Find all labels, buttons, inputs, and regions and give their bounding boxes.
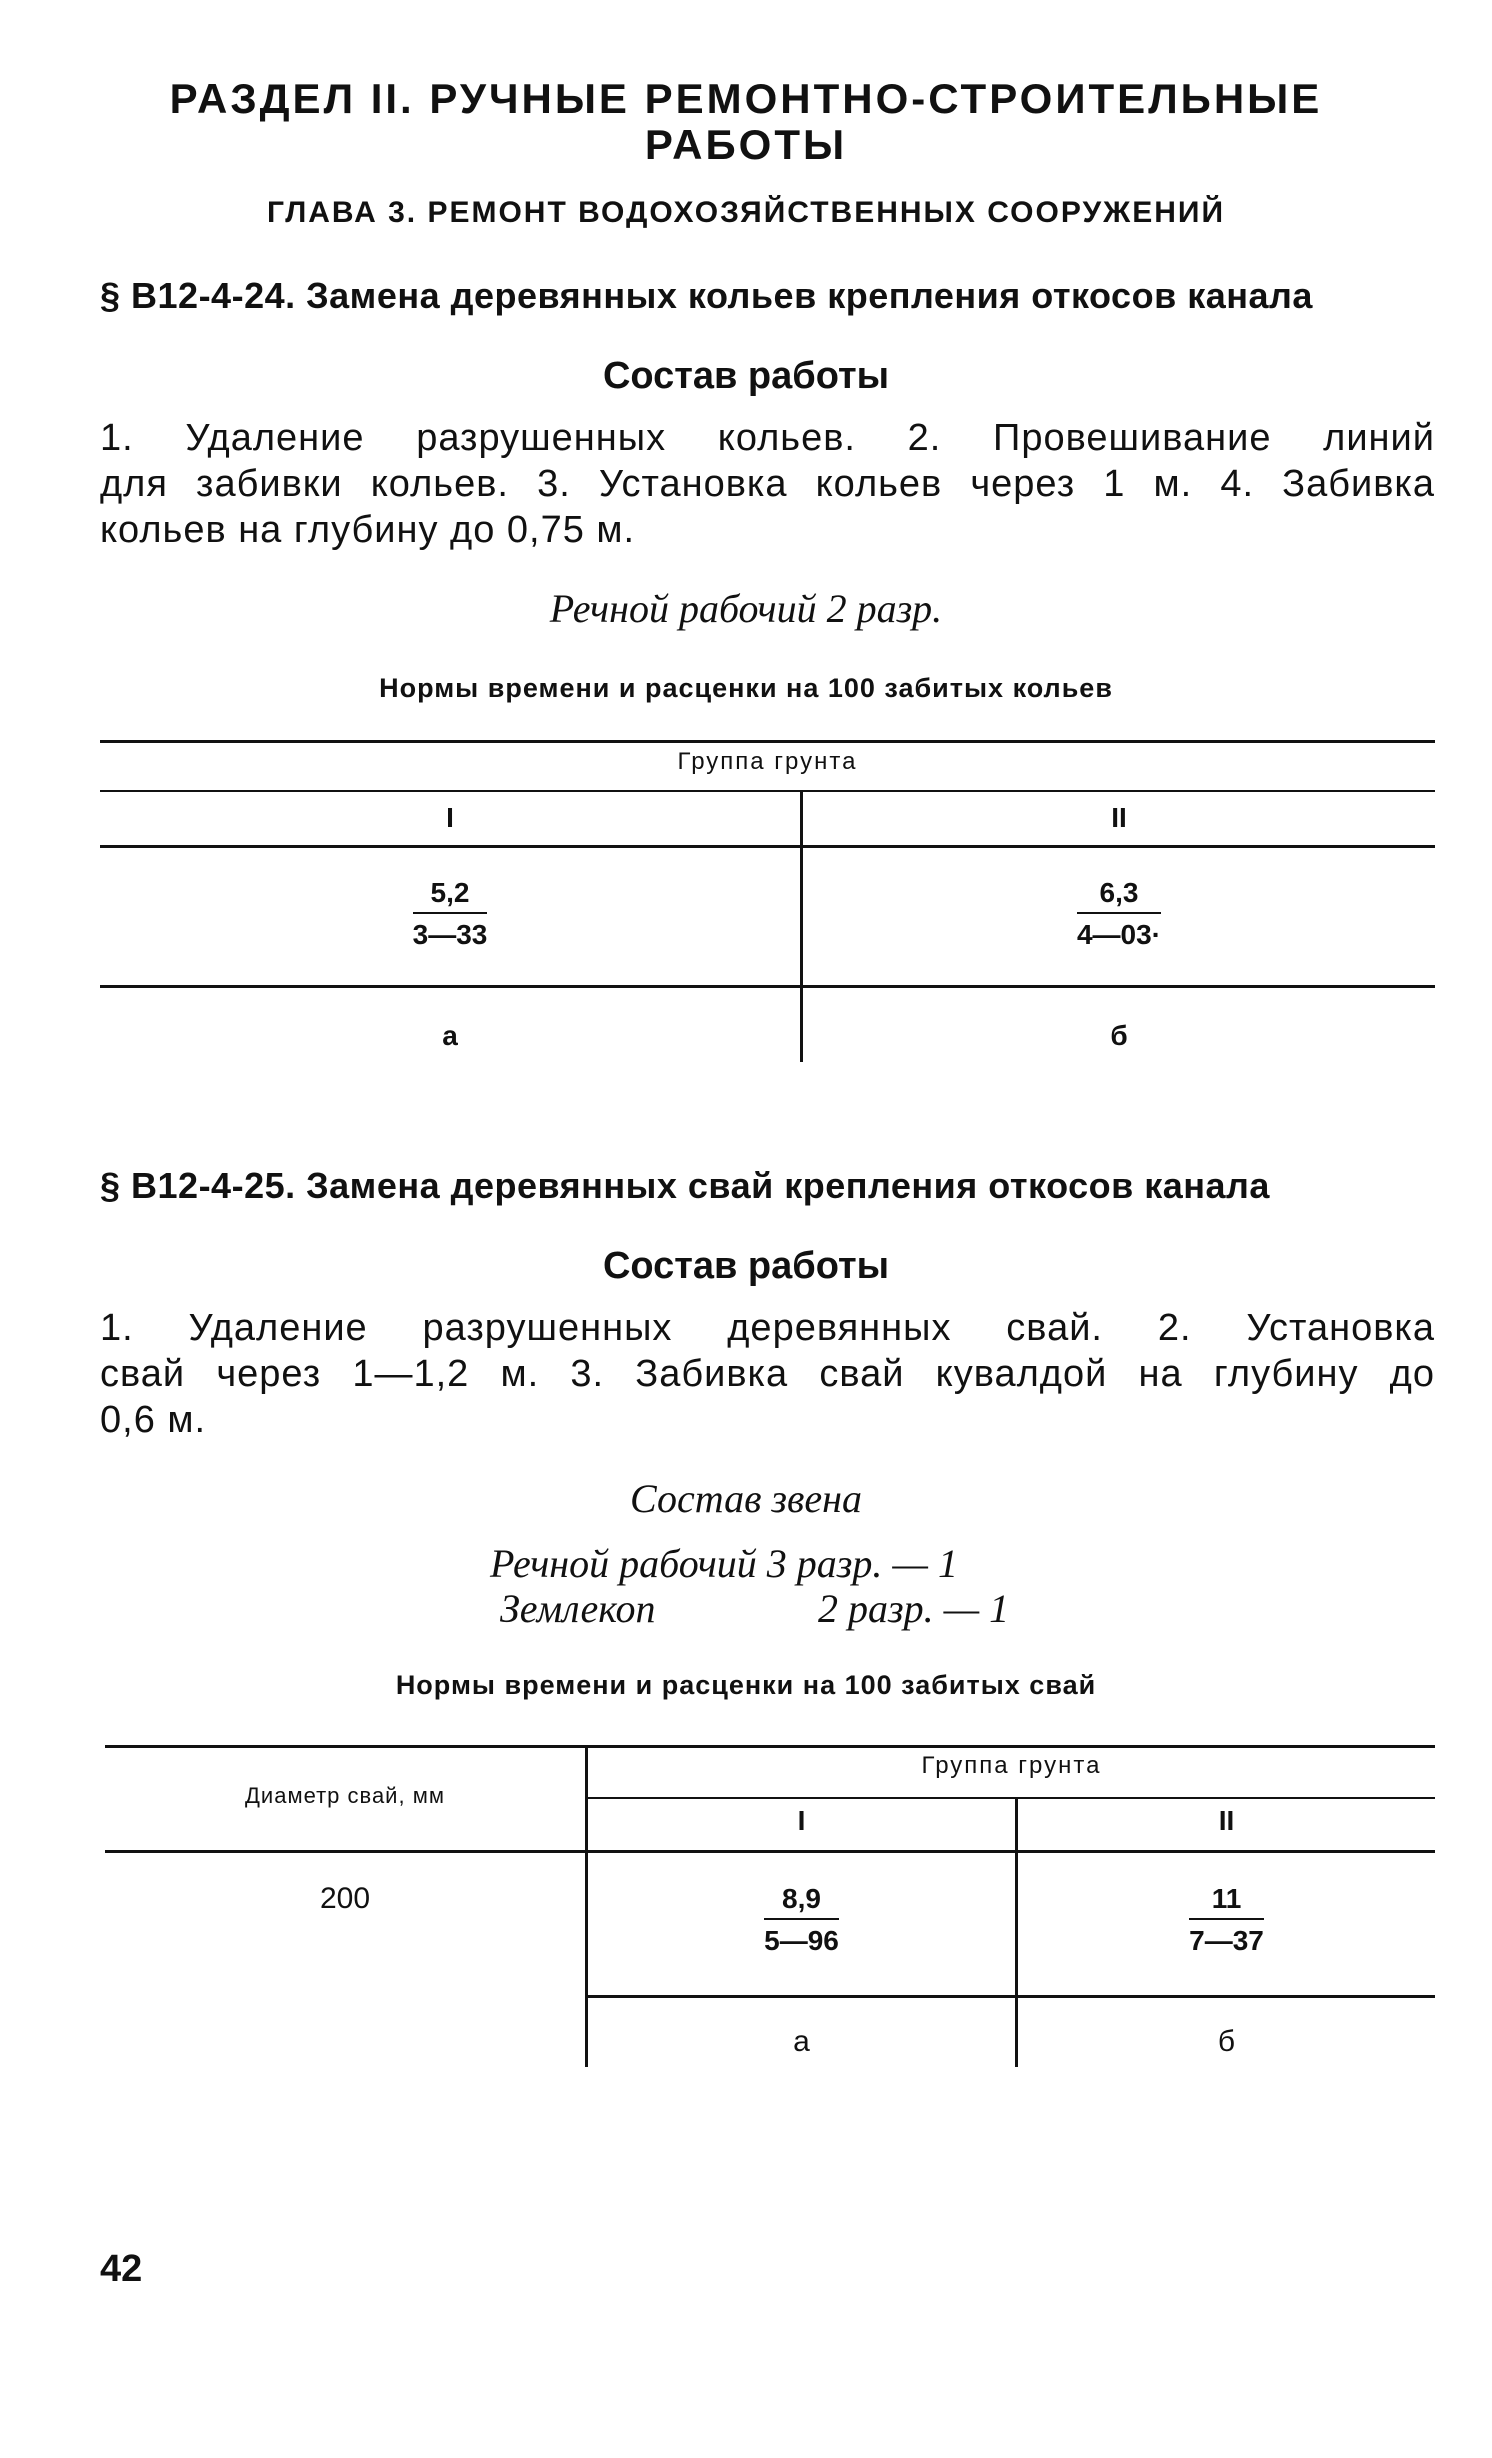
section1-work-text <box>100 415 1435 553</box>
table-cell <box>100 876 800 952</box>
part-heading <box>100 76 1392 168</box>
section1-work-heading: Состав работы <box>602 355 890 397</box>
price-value: 3—33 <box>412 919 488 950</box>
table-rule <box>100 845 1435 848</box>
table-rule <box>100 985 1435 988</box>
work-line: свай через 1—1,2 м. 3. Забивка свай кувалдой на глубину до <box>100 1353 1435 1395</box>
chapter-heading: ГЛАВА 3. РЕМОНТ ВОДОХОЗЯЙСТВЕННЫХ СООРУЖЕНИЙ <box>266 196 1226 229</box>
column-letter: а <box>793 2025 810 2058</box>
table-group-header: Группа грунта <box>921 1752 1102 1779</box>
section1-worker: Речной рабочий 2 разр. <box>549 586 943 631</box>
column-letter: б <box>1217 2025 1236 2058</box>
table-cell <box>588 1882 1015 1958</box>
price-value: 7—37 <box>1189 1925 1264 1956</box>
work-line: 1. Удаление разрушенных деревянных свай. 2. Установка <box>100 1307 1435 1349</box>
table-col-header: I <box>797 1805 806 1836</box>
table-col-header: II <box>1218 1805 1235 1836</box>
table-rule <box>100 790 1435 792</box>
section2-title: § В12-4-25. Замена деревянных свай крепления откосов канала <box>100 1165 1270 1206</box>
fraction <box>764 1882 839 1958</box>
table-rule <box>105 1745 1435 1748</box>
crew-member-grade: 2 разр. — 1 <box>818 1586 1010 1631</box>
work-line: 0,6 м. <box>100 1399 207 1441</box>
section2-table-caption: Нормы времени и расценки на 100 забитых свай <box>395 1670 1097 1700</box>
work-line: для забивки кольев. 3. Установка кольев через 1 м. 4. Забивка <box>100 463 1435 505</box>
table-row-header: Диаметр свай, мм <box>245 1783 445 1808</box>
column-letter: б <box>1110 1020 1128 1051</box>
part-heading-line2: РАБОТЫ <box>644 121 848 168</box>
table-col-header: II <box>1111 802 1127 833</box>
fraction <box>1077 876 1161 952</box>
section1-table-caption: Нормы времени и расценки на 100 забитых кольев <box>379 673 1113 703</box>
page-number: 42 <box>100 2248 143 2290</box>
norm-value: 11 <box>1189 1882 1264 1920</box>
fraction <box>413 876 488 952</box>
table-row-label: 200 <box>319 1882 371 1915</box>
section2-crew-heading: Состав звена <box>629 1476 862 1521</box>
work-line: 1. Удаление разрушенных кольев. 2. Провешивание линий <box>100 417 1435 459</box>
table-group-header: Группа грунта <box>677 748 858 775</box>
price-value: 5—96 <box>764 1925 839 1956</box>
norm-value: 8,9 <box>764 1882 839 1920</box>
section1-title: § В12-4-24. Замена деревянных кольев крепления откосов канала <box>100 275 1313 316</box>
table-rule <box>588 1797 1435 1799</box>
crew-member: Речной рабочий 3 разр. — 1 <box>490 1541 958 1586</box>
work-line: кольев на глубину до 0,75 м. <box>100 509 636 551</box>
table-col-header: I <box>446 802 454 833</box>
column-letter: а <box>442 1020 458 1051</box>
norm-value: 5,2 <box>413 876 488 914</box>
section2-work-heading: Состав работы <box>602 1245 890 1287</box>
table-rule <box>105 1850 1435 1853</box>
table-cell <box>803 876 1435 952</box>
section2-work-text <box>100 1305 1435 1443</box>
norm-value: 6,3 <box>1077 876 1161 914</box>
table-rule <box>100 740 1435 743</box>
crew-member-role: Землекоп <box>500 1586 656 1631</box>
table-cell <box>1018 1882 1435 1958</box>
part-heading-line1: РАЗДЕЛ II. РУЧНЫЕ РЕМОНТНО-СТРОИТЕЛЬНЫЕ <box>169 75 1323 122</box>
fraction <box>1189 1882 1264 1958</box>
price-value: 4—03· <box>1076 919 1162 950</box>
table-rule <box>588 1995 1435 1998</box>
